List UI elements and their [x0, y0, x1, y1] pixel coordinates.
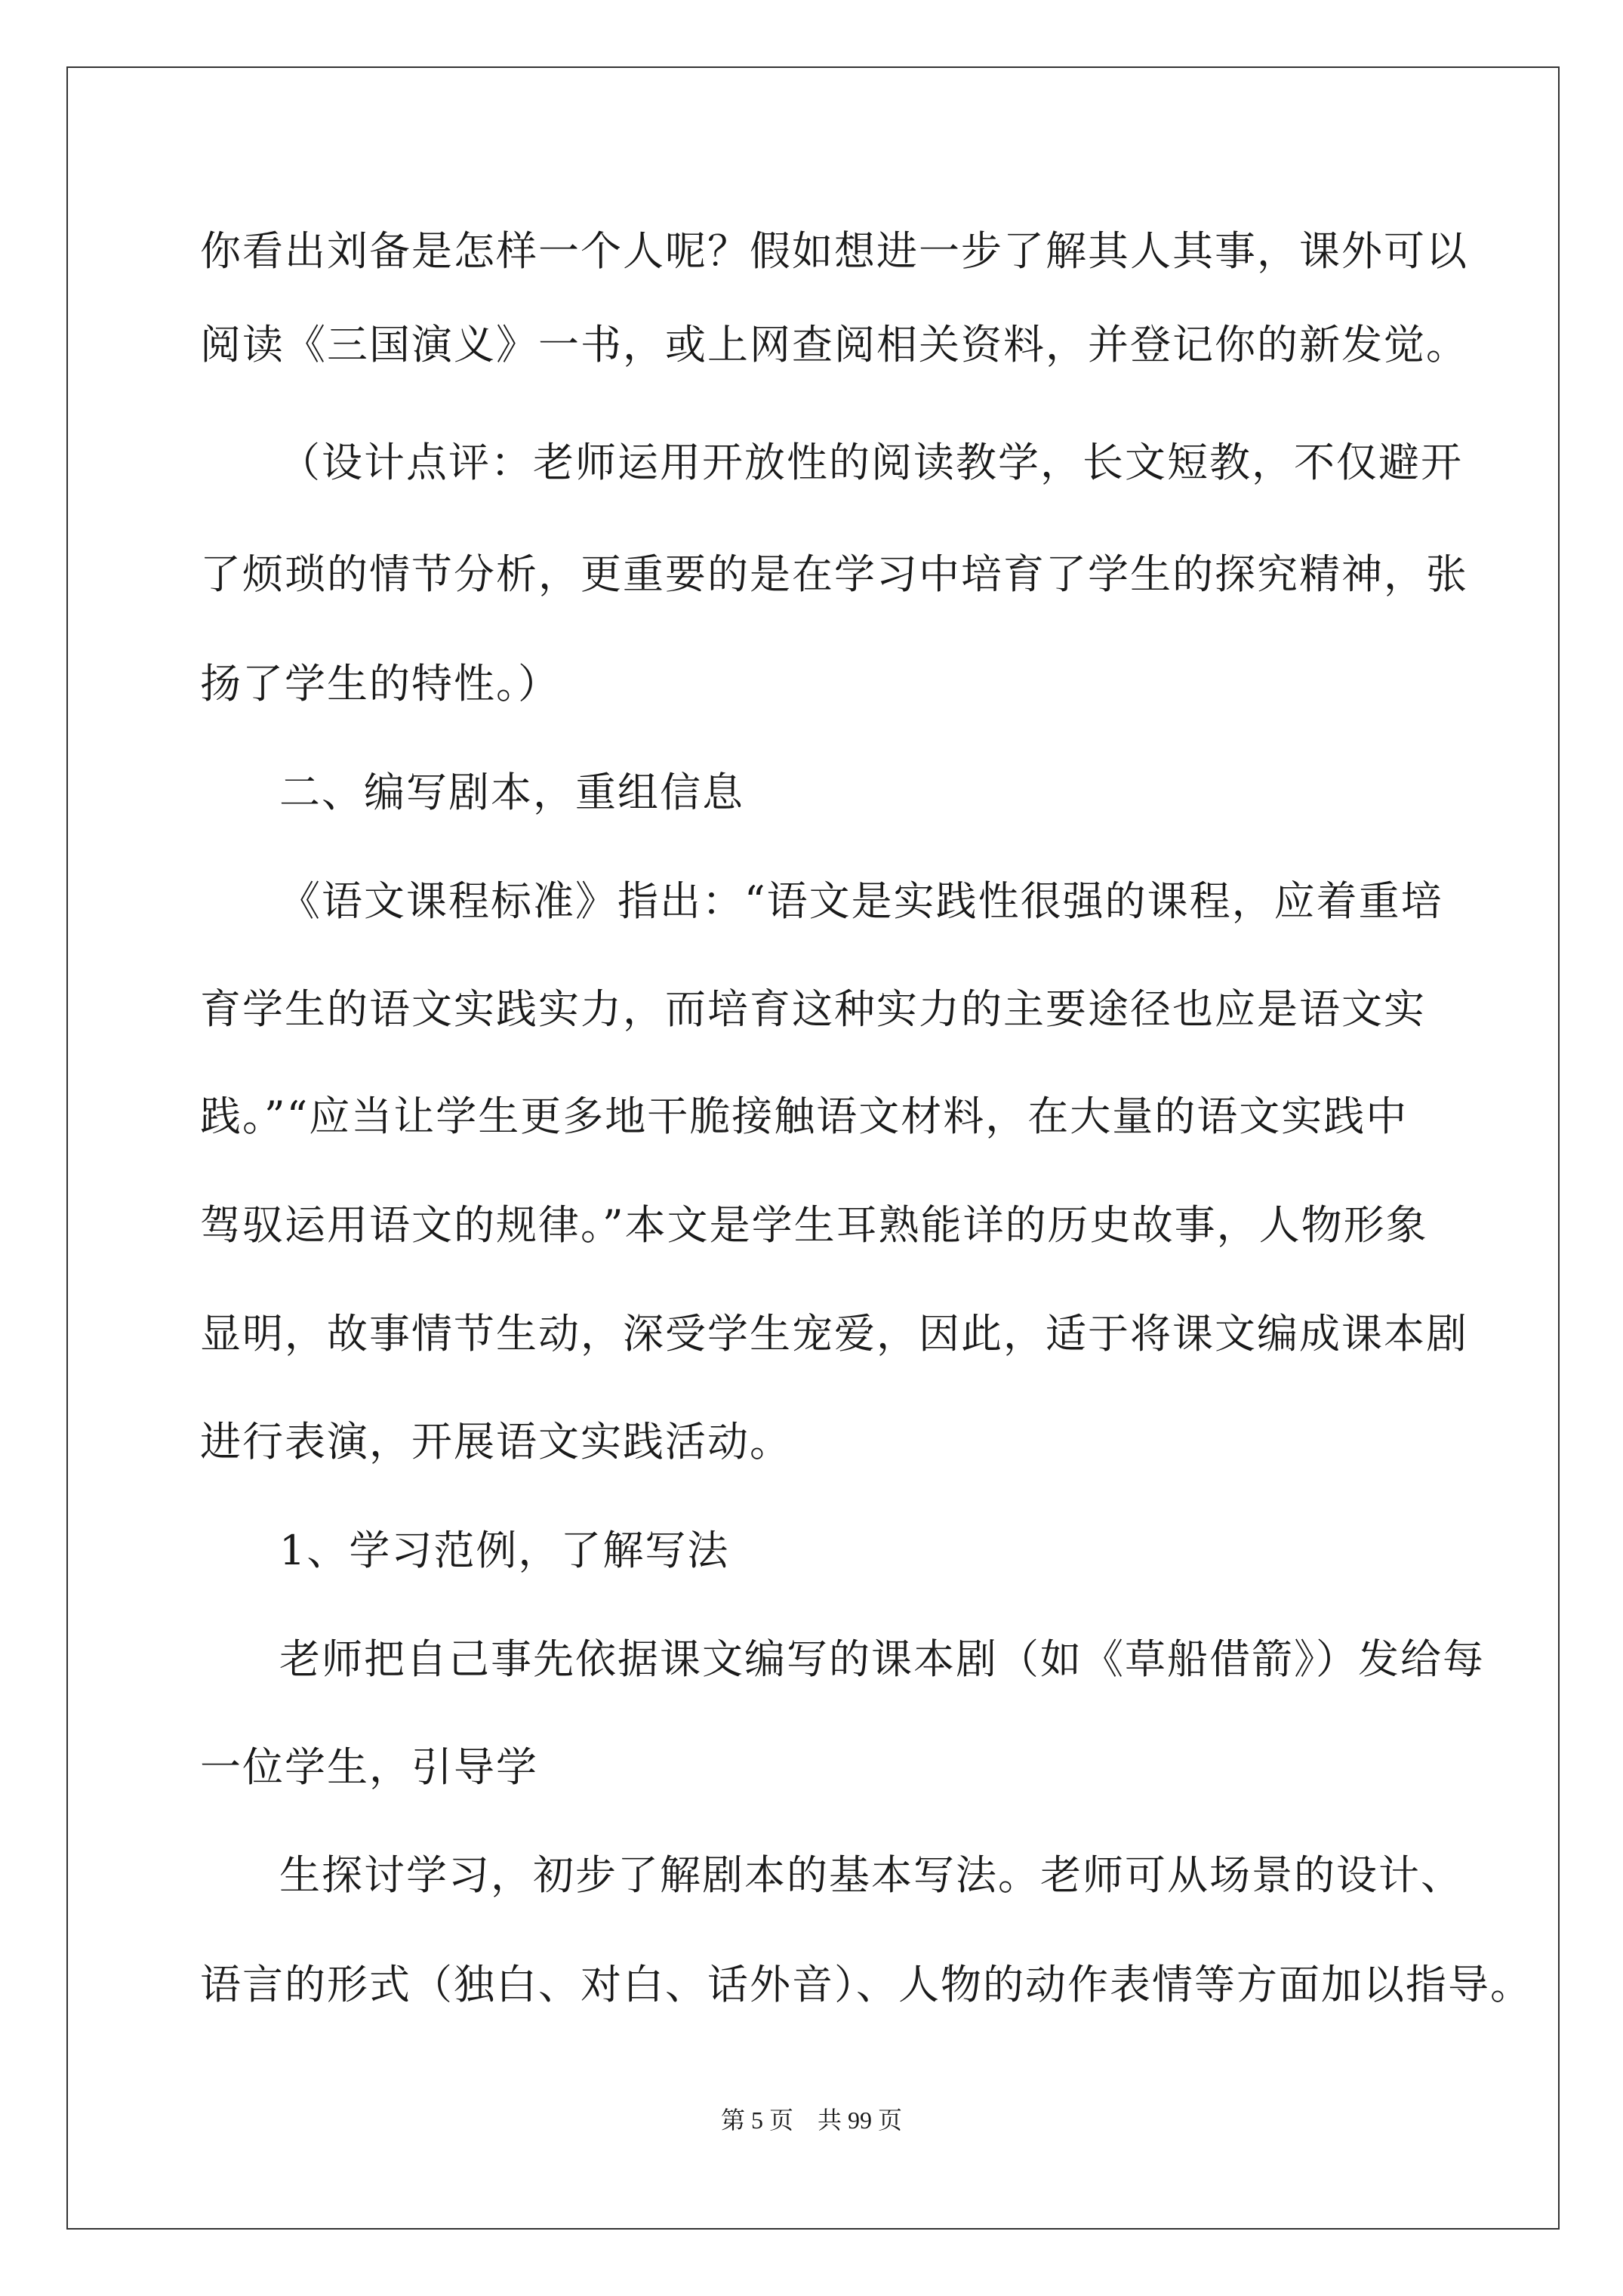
page-footer	[0, 2105, 1623, 2135]
text-line: 扬了学生的特性。）	[200, 660, 560, 707]
text-line: （设计点评：老师运用开放性的阅读教学，长文短教，不仅避开	[279, 439, 1463, 486]
text-line: 《语文课程标准》指出：“语文是实践性很强的课程，应着重培	[279, 877, 1443, 925]
text-line: 了烦琐的情节分析，更重要的是在学习中培育了学生的探究精神，张	[200, 550, 1468, 598]
subsection-heading: 1、学习范例，了解写法	[279, 1527, 730, 1574]
text-line: 阅读《三国演义》一书，或上网查阅相关资料，并登记你的新发觉。	[200, 321, 1468, 368]
text-line: 一位学生，引导学	[200, 1743, 538, 1791]
text-line: 育学生的语文实践实力，而培育这种实力的主要途径也应是语文实	[200, 985, 1426, 1033]
section-heading: 二、编写剧本，重组信息	[279, 769, 744, 816]
text-line: 践。”“应当让学生更多地干脆接触语文材料，在大量的语文实践中	[200, 1093, 1409, 1140]
text-line: 显明，故事情节生动，深受学生宠爱，因此，适于将课文编成课本剧	[200, 1310, 1468, 1358]
page-total: 共 99 页	[818, 2106, 903, 2134]
text-line: 驾驭运用语文的规律。”本文是学生耳熟能详的历史故事，人物形象	[200, 1201, 1428, 1249]
page-number: 第 5 页	[720, 2106, 793, 2134]
text-line: 生探讨学习，初步了解剧本的基本写法。老师可从场景的设计、	[279, 1851, 1463, 1899]
text-line: 老师把自己事先依据课文编写的课本剧（如《草船借箭》）发给每	[279, 1635, 1485, 1683]
text-line: 你看出刘备是怎样一个人呢？假如想进一步了解其人其事，课外可以	[200, 227, 1468, 275]
page-border	[66, 66, 1560, 2230]
text-line: 进行表演，开展语文实践活动。	[200, 1418, 792, 1465]
text-line: 语言的形式（独白、对白、话外音）、人物的动作表情等方面加以指导。	[200, 1961, 1532, 2008]
